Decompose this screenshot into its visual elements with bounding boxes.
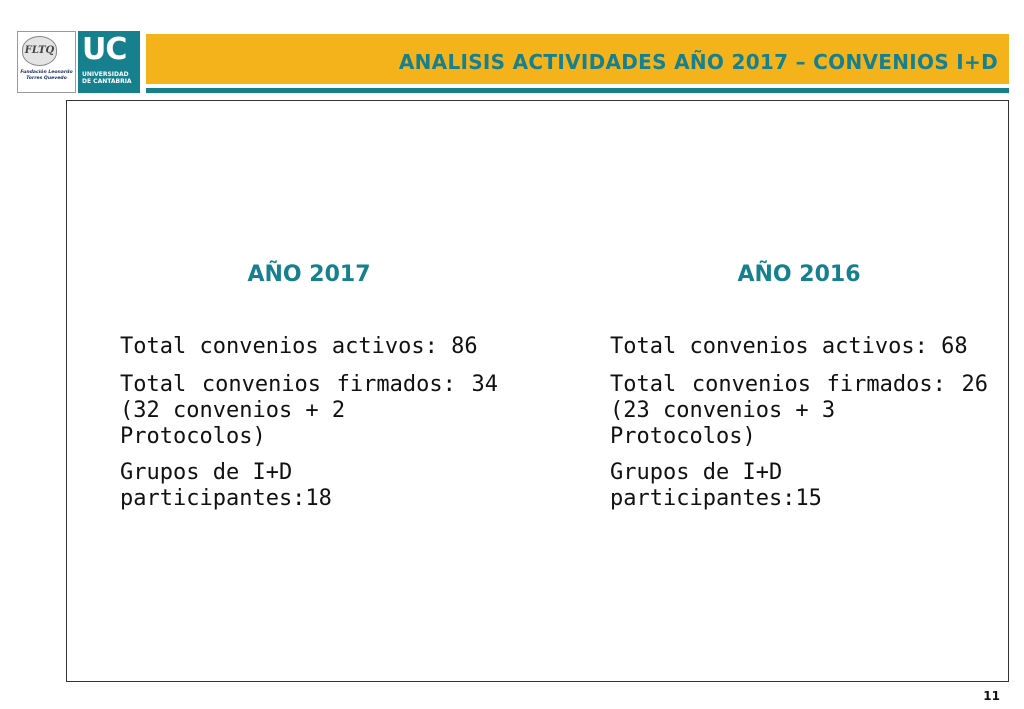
signed-agreements-2016: Total convenios firmados: 26 — [610, 372, 988, 397]
fltq-logo — [17, 31, 76, 93]
active-agreements-2016: Total convenios activos: 68 — [610, 334, 968, 359]
year-heading-2017: AÑO 2017 — [247, 262, 371, 287]
participating-groups-2017: Grupos de I+D participantes:18 — [120, 460, 332, 511]
fltq-logo-mark: FLTQ — [22, 36, 57, 66]
year-heading-2016: AÑO 2016 — [737, 262, 861, 287]
uc-logo — [78, 31, 140, 93]
signed-agreements-2017: Total convenios firmados: 34 — [120, 372, 498, 397]
page-number: 11 — [983, 689, 1000, 703]
uc-logo-text: UNIVERSIDAD DE CANTABRIA — [82, 71, 132, 85]
participating-groups-2016: Grupos de I+D participantes:15 — [610, 460, 822, 511]
page-title: ANALISIS ACTIVIDADES AÑO 2017 – CONVENIOS I+D — [398, 50, 998, 74]
signed-agreements-detail-2017: (32 convenios + 2 Protocolos) — [120, 398, 346, 449]
title-underline — [146, 88, 1009, 93]
content-frame — [66, 100, 1009, 682]
fltq-logo-text: Fundación Leonardo Torres Quevedo — [20, 70, 73, 81]
active-agreements-2017: Total convenios activos: 86 — [120, 334, 478, 359]
uc-logo-mark: UC — [82, 32, 127, 67]
signed-agreements-detail-2016: (23 convenios + 3 Protocolos) — [610, 398, 836, 449]
